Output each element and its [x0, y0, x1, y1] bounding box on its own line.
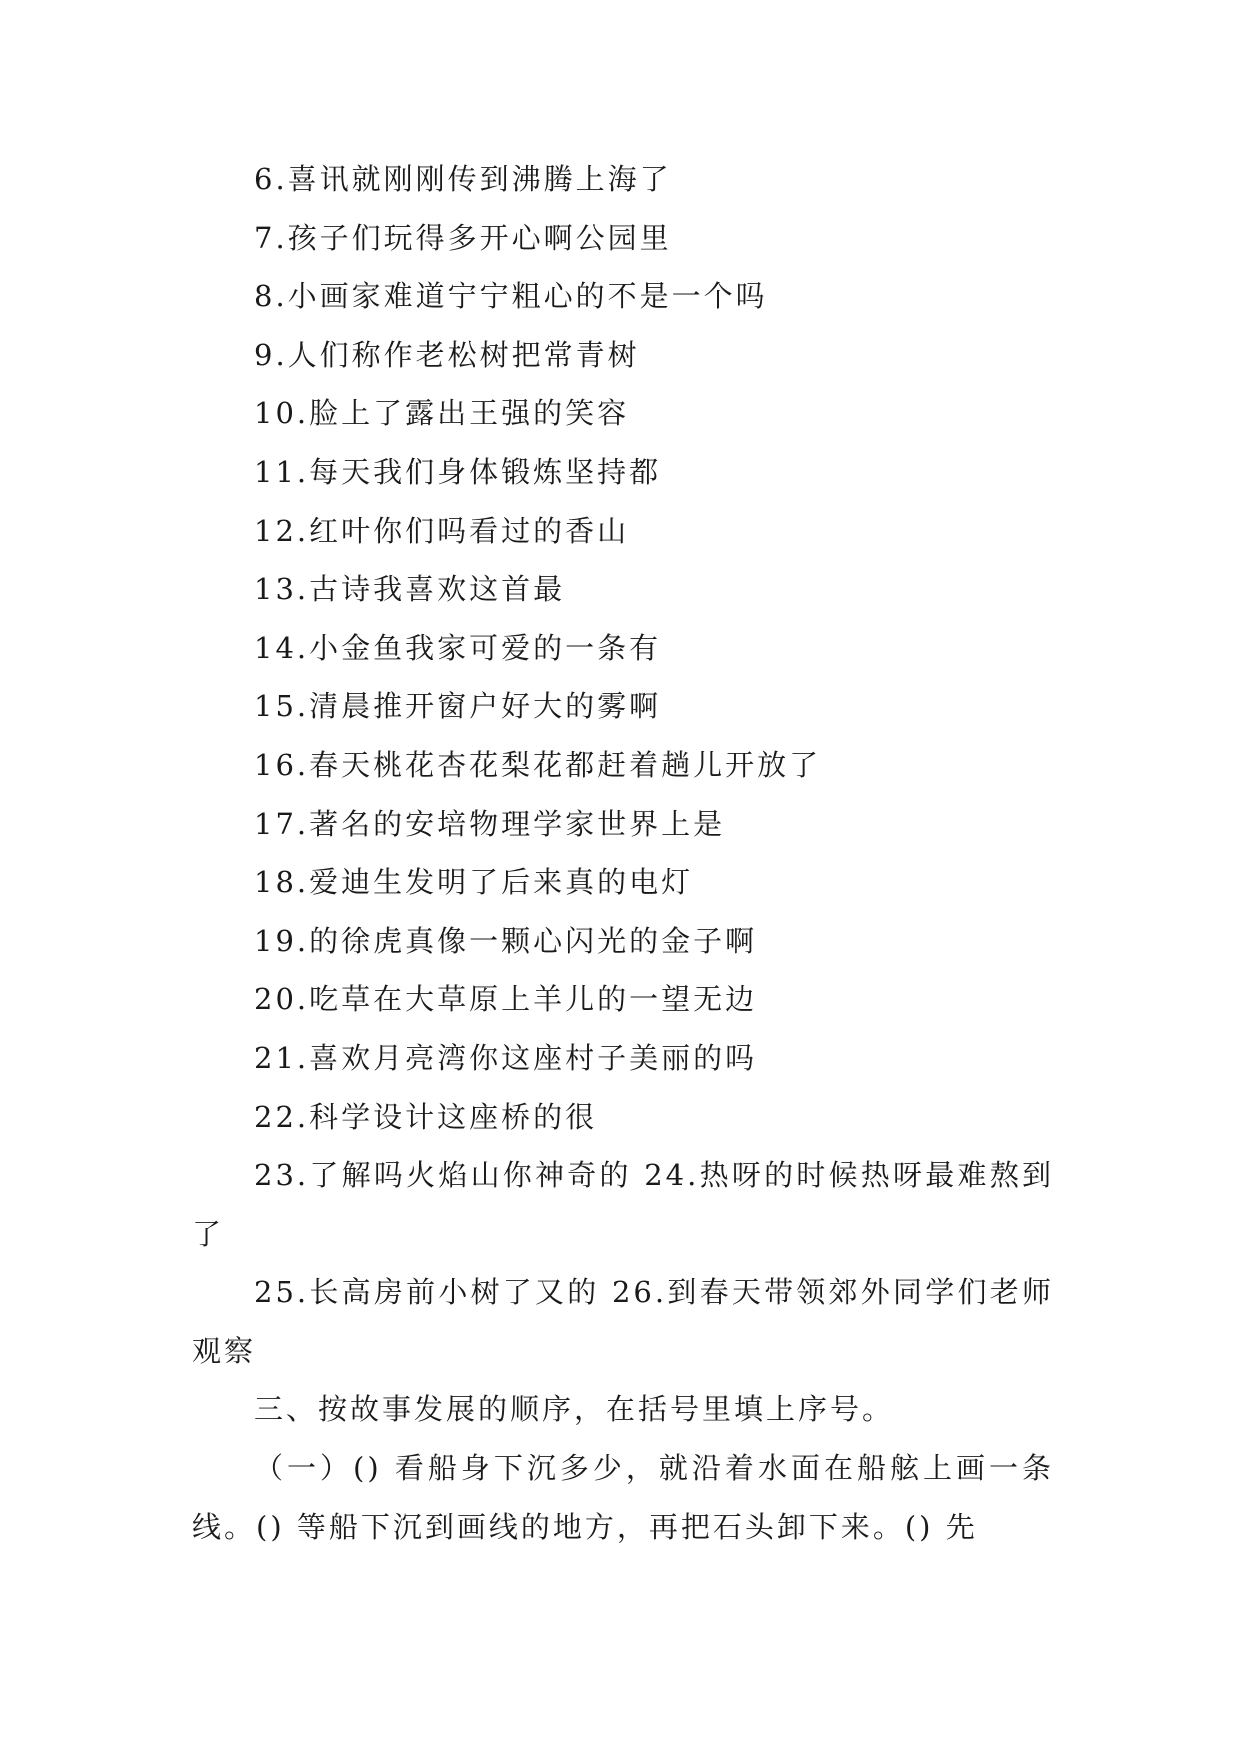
sentence-line: 16.春天桃花杏花梨花都赶着趟儿开放了: [254, 747, 822, 782]
section-heading: 三、按故事发展的顺序，在括号里填上序号。: [254, 1392, 895, 1427]
sentence-line: 17.著名的安培物理学家世界上是: [254, 806, 726, 841]
sentence-line: 8.小画家难道宁宁粗心的不是一个吗: [254, 279, 768, 314]
sentence-line: 15.清晨推开窗户好大的雾啊: [254, 689, 662, 724]
sentence-line: 13.古诗我喜欢这首最: [254, 572, 566, 607]
sentence-line: 21.喜欢月亮湾你这座村子美丽的吗: [254, 1040, 758, 1075]
sentence-line: 10.脸上了露出王强的笑容: [254, 396, 630, 431]
sentence-line: 6.喜讯就刚刚传到沸腾上海了: [254, 162, 672, 196]
story-order-paragraph: （一）() 看船身下沉多少，就沿着水面在船舷上画一条线。() 等船下沉到画线的地方，再把石头卸下来。() 先: [192, 1451, 1054, 1544]
sentence-line: 22.科学设计这座桥的很: [254, 1099, 598, 1134]
sentence-line: 9.人们称作老松树把常青树: [254, 337, 640, 372]
sentence-line: 20.吃草在大草原上羊儿的一望无边: [254, 982, 758, 1017]
document-body: [192, 150, 1054, 1556]
sentence-line: 12.红叶你们吗看过的香山: [254, 513, 630, 548]
sentence-line: 11.每天我们身体锻炼坚持都: [254, 454, 662, 489]
sentence-line: 14.小金鱼我家可爱的一条有: [254, 630, 662, 665]
sentence-line: 7.孩子们玩得多开心啊公园里: [254, 220, 672, 255]
sentence-paragraph: 25.长高房前小树了又的 26.到春天带领郊外同学们老师观察: [192, 1275, 1054, 1368]
sentence-line: 19.的徐虎真像一颗心闪光的金子啊: [254, 923, 758, 958]
sentence-line: 18.爱迪生发明了后来真的电灯: [254, 865, 694, 900]
sentence-paragraph: 23.了解吗火焰山你神奇的 24.热呀的时候热呀最难熬到了: [192, 1158, 1054, 1251]
